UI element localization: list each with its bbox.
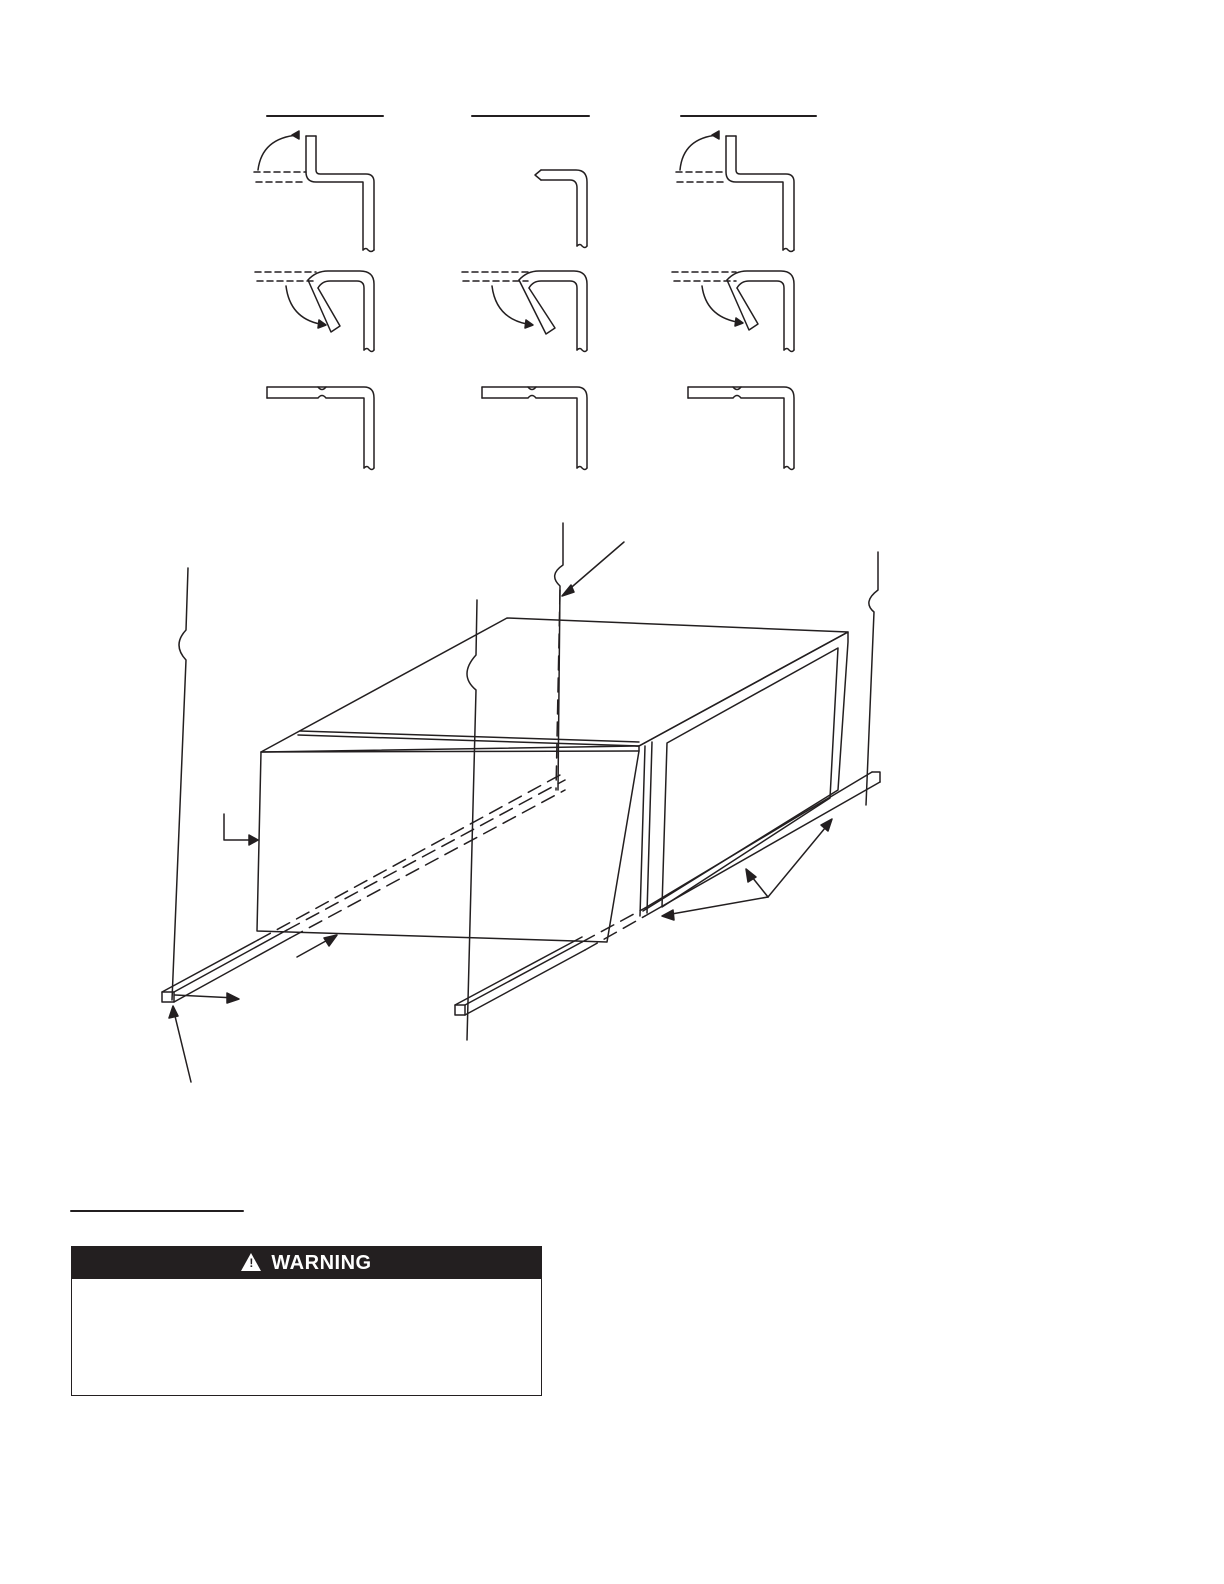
tube-bend-col2-row3	[482, 387, 587, 470]
tube-bend-col2-row2	[462, 271, 587, 352]
tube-bend-col3-row3	[688, 387, 794, 470]
hanger-rods	[172, 523, 878, 1040]
tube-bend-col1-row2	[255, 271, 374, 352]
tube-bend-col3-row1	[676, 131, 794, 252]
warning-header	[72, 1247, 541, 1279]
support-rail-left	[162, 775, 565, 1002]
support-rail-right	[455, 772, 880, 1015]
tube-bend-col1-row3	[267, 387, 374, 470]
warning-triangle-icon: !	[241, 1253, 261, 1271]
tube-bend-col3-row2	[672, 271, 794, 352]
warning-box	[71, 1246, 542, 1396]
unit-cabinet	[257, 618, 848, 942]
tube-bend-col2-row1	[535, 170, 587, 248]
tube-bend-col1-row1	[254, 131, 374, 252]
callout-arrows	[169, 542, 832, 1082]
warning-title: WARNING	[271, 1251, 372, 1274]
